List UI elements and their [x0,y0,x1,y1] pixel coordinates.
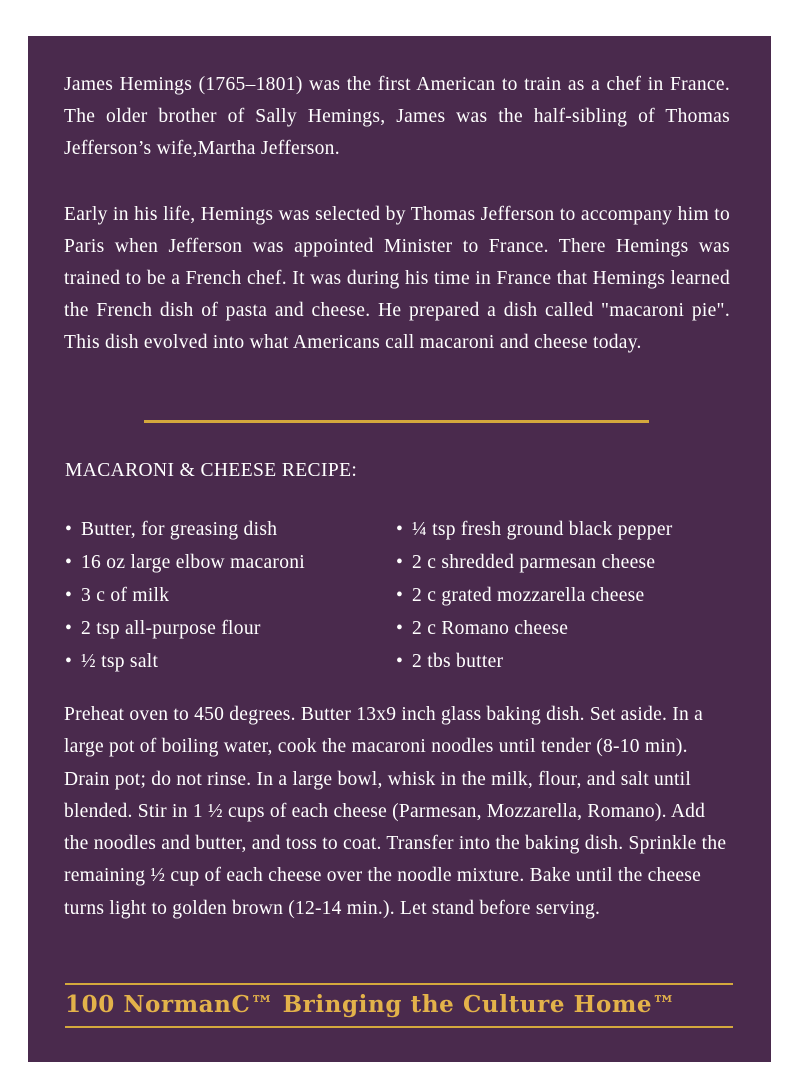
ingredient-item: • 2 tbs butter [396,645,673,678]
ingredient-item: • 2 tsp all-purpose flour [65,612,305,645]
recipe-instructions: Preheat oven to 450 degrees. Butter 13x9 inch glass baking dish. Set aside. In a large pot of boiling water, cook the macaroni noodles until tender (8-10 min). Drain pot; do not rinse. In a large bowl, whisk in the milk, flour, and salt until blended. Stir in 1 ½ cups of each cheese (Parmesan, Mozzarella, Romano). Add the noodles and butter, and toss to coat. Transfer into the baking dish. Sprinkle the remaining ½ cup of each cheese over the noodle mixture. Bake until the cheese turns light to golden brown (12-14 min.). Let stand before serving. [64,704,727,919]
intro-paragraph-2: Early in his life, Hemings was selected by Thomas Jefferson to accompany him to Paris when Jefferson was appointed Minister to France. There Hemings was trained to be a French chef. It was during his time in France that Hemings learned the French dish of pasta and cheese. He prepared a dish called "macaroni pie". This dish evolved into what Americans call macaroni and cheese today. [64,204,730,353]
footer-rule-bottom [65,1026,733,1028]
ingredient-item: • Butter, for greasing dish [65,513,305,546]
section-divider [144,420,649,423]
ingredient-item: • 2 c shredded parmesan cheese [396,546,673,579]
ingredient-item: • 3 c of milk [65,579,305,612]
brand-tagline: 100 NormanC™ Bringing the Culture Home™ [65,991,676,1018]
recipe-title: MACARONI & CHEESE RECIPE: [65,460,358,481]
recipe-card [28,36,771,1062]
footer-rule-top [65,983,733,985]
intro-paragraph-1: James Hemings (1765–1801) was the first American to train as a chef in France. The older brother of Sally Hemings, James was the half-sibling of Thomas Jefferson’s wife,Martha Jefferson. [64,74,730,159]
ingredient-item: • 16 oz large elbow macaroni [65,546,305,579]
ingredient-item: • 2 c grated mozzarella cheese [396,579,673,612]
ingredients-list-left [65,513,305,678]
ingredient-item: • 2 c Romano cheese [396,612,673,645]
ingredient-item: • ½ tsp salt [65,645,305,678]
ingredients-list-right [396,513,673,678]
ingredient-item: • ¼ tsp fresh ground black pepper [396,513,673,546]
